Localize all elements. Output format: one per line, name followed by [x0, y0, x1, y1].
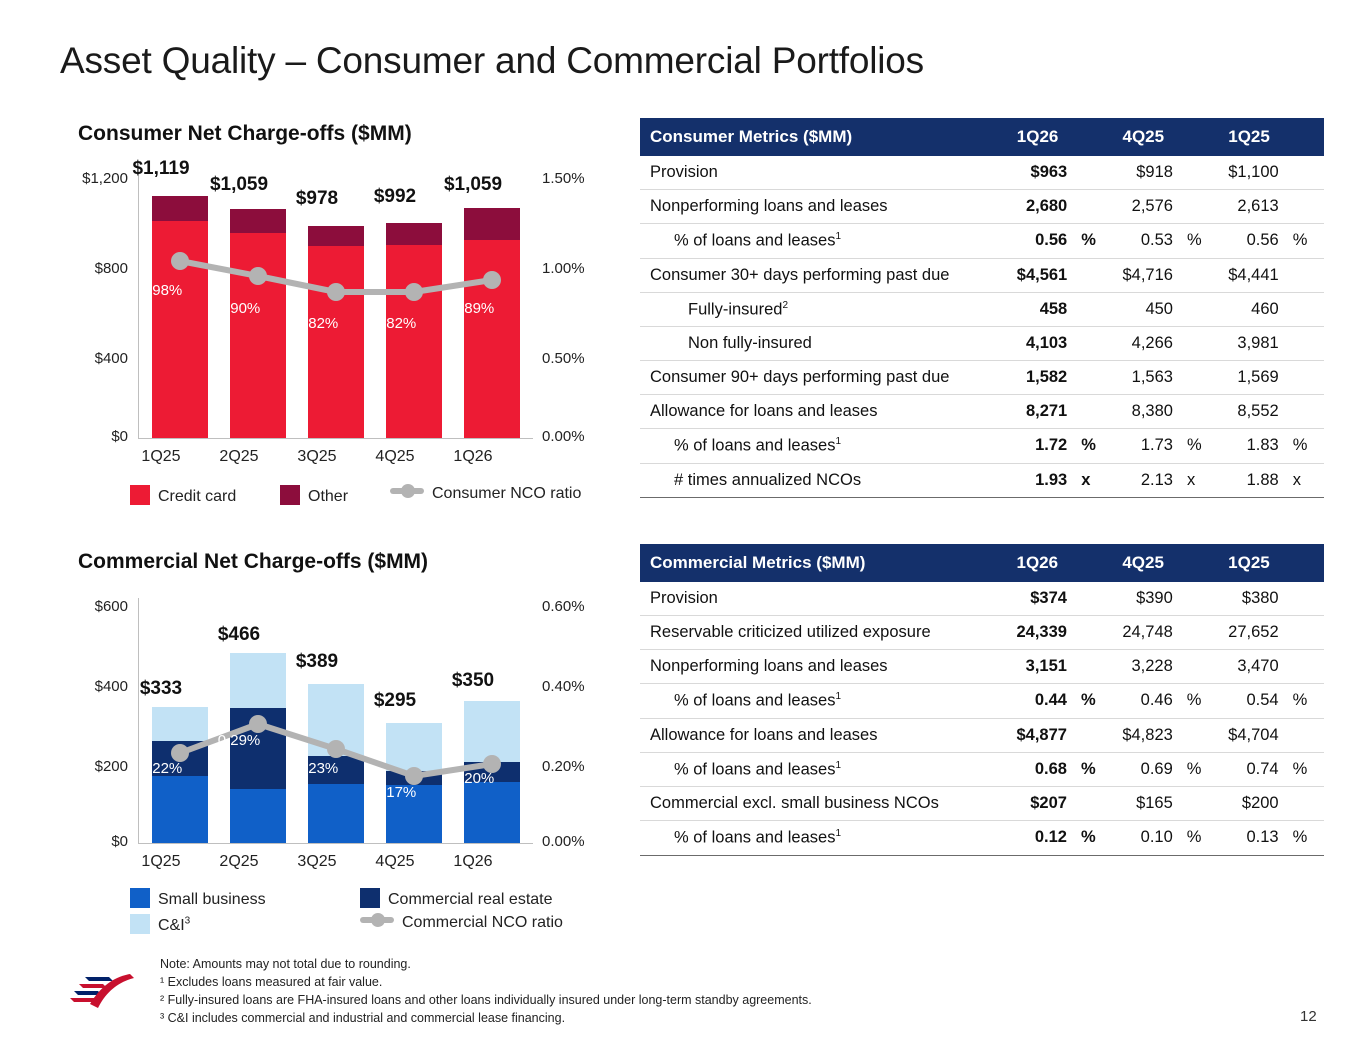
- consumer-y2tick-100: 1.00%: [542, 260, 585, 277]
- page-title: Asset Quality – Consumer and Commercial Portfolios: [60, 40, 924, 81]
- commercial-row-1-1q25-unit: [1289, 616, 1324, 650]
- commercial-xtick-1Q26: 1Q26: [453, 853, 493, 870]
- commercial-row-0-1q25-unit: [1289, 582, 1324, 616]
- commercial-xtick-2Q25: 2Q25: [219, 853, 259, 870]
- consumer-row-2-1q25-unit: %: [1289, 224, 1324, 259]
- consumer-xtick-1Q26: 1Q26: [453, 448, 493, 465]
- commercial-row-2-4q25: 3,228: [1112, 650, 1182, 684]
- consumer-table-header-4q25: 4Q25: [1113, 118, 1219, 156]
- consumer-row-3-4q25-unit: [1183, 258, 1218, 292]
- consumer-chart-title: Consumer Net Charge-offs ($MM): [78, 122, 412, 145]
- consumer-total-3Q25: $978: [295, 188, 339, 209]
- table-row: [640, 684, 1324, 719]
- consumer-metrics-table: [640, 118, 1324, 498]
- commercial-legend-label-cre: Commercial real estate: [388, 891, 553, 908]
- consumer-row-7-4q25: 8,380: [1113, 395, 1183, 429]
- consumer-row-2-4q25: 0.53: [1113, 224, 1183, 259]
- consumer-row-3-1q26: $4,561: [1007, 258, 1077, 292]
- consumer-row-1-4q25-unit: [1183, 190, 1218, 224]
- commercial-row-1-1q26: 24,339: [1007, 616, 1077, 650]
- commercial-ytick-200: $200: [94, 758, 128, 775]
- consumer-row-4-4q25-unit: [1183, 292, 1218, 327]
- commercial-row-7-1q26-unit: %: [1077, 821, 1112, 856]
- commercial-total-2Q25: $466: [217, 624, 261, 645]
- footnote-0: Note: Amounts may not total due to rounding.: [160, 957, 411, 971]
- consumer-row-label-4: Fully-insured$^2$: [640, 292, 1007, 327]
- consumer-table-header-1q26: 1Q26: [1007, 118, 1113, 156]
- commercial-row-label-6: Commercial excl. small business NCOs: [640, 787, 1007, 821]
- consumer-row-4-1q25: 460: [1218, 292, 1288, 327]
- consumer-row-7-1q26: 8,271: [1007, 395, 1077, 429]
- commercial-row-7-1q25-unit: %: [1289, 821, 1324, 856]
- commercial-row-label-5: % of loans and leases$^1$: [640, 752, 1007, 787]
- consumer-row-0-1q25-unit: [1289, 156, 1324, 190]
- commercial-total-1Q25: $333: [139, 678, 183, 699]
- consumer-row-8-1q25: 1.83: [1218, 429, 1288, 464]
- consumer-row-5-4q25: 4,266: [1113, 327, 1183, 361]
- consumer-table-header-row: [640, 118, 1324, 156]
- credit-card-swatch-icon: [130, 485, 150, 505]
- commercial-row-5-1q25: 0.74: [1218, 752, 1288, 787]
- consumer-row-4-1q25-unit: [1289, 292, 1324, 327]
- commercial-row-1-4q25: 24,748: [1112, 616, 1182, 650]
- commercial-row-4-1q26: $4,877: [1007, 718, 1077, 752]
- commercial-row-4-1q26-unit: [1077, 718, 1112, 752]
- commercial-y2tick-000: 0.00%: [542, 833, 585, 850]
- consumer-row-0-1q26: $963: [1007, 156, 1077, 190]
- commercial-row-1-1q26-unit: [1077, 616, 1112, 650]
- commercial-y2tick-060: 0.60%: [542, 598, 585, 615]
- commercial-row-3-1q26: 0.44: [1007, 684, 1077, 719]
- commercial-xtick-4Q25: 4Q25: [375, 853, 415, 870]
- table-row: [640, 429, 1324, 464]
- commercial-chart-title: Commercial Net Charge-offs ($MM): [78, 550, 429, 573]
- consumer-row-6-1q26: 1,582: [1007, 361, 1077, 395]
- commercial-row-7-4q25-unit: %: [1183, 821, 1218, 856]
- consumer-row-9-1q25: 1.88: [1218, 463, 1288, 497]
- commercial-row-3-4q25-unit: %: [1183, 684, 1218, 719]
- consumer-row-label-5: Non fully-insured: [640, 327, 1007, 361]
- consumer-table-header-1q25: 1Q25: [1218, 118, 1324, 156]
- commercial-legend-ci: [130, 914, 190, 935]
- consumer-row-4-1q26-unit: [1077, 292, 1112, 327]
- consumer-total-4Q25: $992: [373, 186, 417, 207]
- commercial-row-2-4q25-unit: [1183, 650, 1218, 684]
- commercial-row-6-1q25-unit: [1289, 787, 1324, 821]
- consumer-ytick-1200: $1,200: [82, 170, 128, 187]
- consumer-xtick-2Q25: 2Q25: [219, 448, 259, 465]
- commercial-row-4-4q25: $4,823: [1112, 718, 1182, 752]
- commercial-row-2-1q25: 3,470: [1218, 650, 1288, 684]
- consumer-row-7-4q25-unit: [1183, 395, 1218, 429]
- commercial-row-5-1q26-unit: %: [1077, 752, 1112, 787]
- table-row: [640, 752, 1324, 787]
- table-row: [640, 718, 1324, 752]
- commercial-row-3-1q25-unit: %: [1289, 684, 1324, 719]
- commercial-row-7-1q25: 0.13: [1218, 821, 1288, 856]
- commercial-row-0-1q26-unit: [1077, 582, 1112, 616]
- consumer-row-7-1q25: 8,552: [1218, 395, 1288, 429]
- table-row: [640, 156, 1324, 190]
- table-row: [640, 616, 1324, 650]
- commercial-table-header-1q26: 1Q26: [1007, 544, 1113, 582]
- commercial-row-5-4q25: 0.69: [1112, 752, 1182, 787]
- commercial-row-0-1q26: $374: [1007, 582, 1077, 616]
- consumer-ratio-label-1Q26: 0.89%: [451, 300, 495, 317]
- consumer-row-6-1q26-unit: [1077, 361, 1112, 395]
- commercial-table-header-row: [640, 544, 1324, 582]
- consumer-y2tick-150: 1.50%: [542, 170, 585, 187]
- consumer-row-label-9: # times annualized NCOs: [640, 463, 1007, 497]
- table-row: [640, 292, 1324, 327]
- commercial-row-6-1q25: $200: [1218, 787, 1288, 821]
- consumer-y2tick-050: 0.50%: [542, 350, 585, 367]
- consumer-row-label-6: Consumer 90+ days performing past due: [640, 361, 1007, 395]
- table-row: [640, 787, 1324, 821]
- footnote-1: ¹ Excludes loans measured at fair value.: [160, 975, 383, 990]
- consumer-y2tick-000: 0.00%: [542, 428, 585, 445]
- commercial-row-label-2: Nonperforming loans and leases: [640, 650, 1007, 684]
- consumer-row-3-1q25: $4,441: [1218, 258, 1288, 292]
- consumer-row-2-4q25-unit: %: [1183, 224, 1218, 259]
- table-row: [640, 821, 1324, 856]
- commercial-row-label-0: Provision: [640, 582, 1007, 616]
- commercial-row-6-4q25: $165: [1112, 787, 1182, 821]
- commercial-row-2-1q26-unit: [1077, 650, 1112, 684]
- consumer-row-2-1q25: 0.56: [1218, 224, 1288, 259]
- table-row: [640, 190, 1324, 224]
- consumer-row-label-3: Consumer 30+ days performing past due: [640, 258, 1007, 292]
- consumer-ytick-0: $0: [111, 428, 128, 445]
- consumer-row-5-4q25-unit: [1183, 327, 1218, 361]
- commercial-real-estate-swatch-icon: [360, 888, 380, 908]
- consumer-total-1Q25: $1,119: [132, 158, 190, 179]
- consumer-row-4-4q25: 450: [1113, 292, 1183, 327]
- commercial-plot-area: [138, 598, 533, 844]
- consumer-legend-label-nco-ratio: Consumer NCO ratio: [432, 485, 582, 502]
- consumer-row-6-4q25: 1,563: [1113, 361, 1183, 395]
- consumer-row-3-4q25: $4,716: [1113, 258, 1183, 292]
- consumer-row-9-4q25-unit: x: [1183, 463, 1218, 497]
- consumer-row-1-1q26-unit: [1077, 190, 1112, 224]
- commercial-row-5-4q25-unit: %: [1183, 752, 1218, 787]
- commercial-row-4-1q25: $4,704: [1218, 718, 1288, 752]
- table-row: [640, 582, 1324, 616]
- consumer-row-1-1q25-unit: [1289, 190, 1324, 224]
- consumer-row-5-1q26-unit: [1077, 327, 1112, 361]
- commercial-ratio-label-1Q25: 0.22%: [139, 760, 183, 777]
- consumer-ytick-400: $400: [94, 350, 128, 367]
- consumer-row-8-1q26: 1.72: [1007, 429, 1077, 464]
- commercial-ratio-label-2Q25: 0.29%: [217, 732, 261, 749]
- commercial-row-0-4q25: $390: [1112, 582, 1182, 616]
- commercial-row-6-1q26-unit: [1077, 787, 1112, 821]
- other-swatch-icon: [280, 485, 300, 505]
- commercial-row-label-1: Reservable criticized utilized exposure: [640, 616, 1007, 650]
- commercial-row-label-4: Allowance for loans and leases: [640, 718, 1007, 752]
- consumer-row-0-1q25: $1,100: [1218, 156, 1288, 190]
- consumer-row-6-4q25-unit: [1183, 361, 1218, 395]
- consumer-row-label-0: Provision: [640, 156, 1007, 190]
- footnotes: [160, 955, 1060, 1028]
- consumer-table-header-metric: Consumer Metrics ($MM): [640, 118, 1007, 156]
- consumer-row-0-1q26-unit: [1077, 156, 1112, 190]
- consumer-row-label-1: Nonperforming loans and leases: [640, 190, 1007, 224]
- consumer-row-0-4q25: $918: [1113, 156, 1183, 190]
- commercial-ratio-label-3Q25: 0.23%: [295, 760, 339, 777]
- consumer-row-2-1q26: 0.56: [1007, 224, 1077, 259]
- consumer-row-label-7: Allowance for loans and leases: [640, 395, 1007, 429]
- commercial-total-3Q25: $389: [295, 651, 339, 672]
- consumer-row-6-1q25: 1,569: [1218, 361, 1288, 395]
- consumer-row-7-1q25-unit: [1289, 395, 1324, 429]
- consumer-row-8-4q25: 1.73: [1113, 429, 1183, 464]
- commercial-xtick-3Q25: 3Q25: [297, 853, 337, 870]
- commercial-legend-cre: [360, 888, 553, 909]
- commercial-row-4-4q25-unit: [1183, 718, 1218, 752]
- commercial-row-3-1q25: 0.54: [1218, 684, 1288, 719]
- commercial-ytick-400: $400: [94, 678, 128, 695]
- consumer-nco-ratio-line-icon: [390, 488, 424, 494]
- commercial-row-6-4q25-unit: [1183, 787, 1218, 821]
- table-row: [640, 258, 1324, 292]
- commercial-xtick-1Q25: 1Q25: [141, 853, 181, 870]
- commercial-legend-label-nco-ratio: Commercial NCO ratio: [402, 914, 563, 931]
- commercial-row-label-7: % of loans and leases$^1$: [640, 821, 1007, 856]
- footnote-3: ³ C&I includes commercial and industrial and commercial lease financing.: [160, 1011, 566, 1026]
- consumer-row-label-8: % of loans and leases$^1$: [640, 429, 1007, 464]
- consumer-row-2-1q26-unit: %: [1077, 224, 1112, 259]
- consumer-row-1-1q26: 2,680: [1007, 190, 1077, 224]
- bank-logo: [68, 968, 138, 1014]
- commercial-row-5-1q25-unit: %: [1289, 752, 1324, 787]
- consumer-row-4-1q26: 458: [1007, 292, 1077, 327]
- commercial-y2tick-040: 0.40%: [542, 678, 585, 695]
- consumer-xtick-3Q25: 3Q25: [297, 448, 337, 465]
- commercial-row-0-1q25: $380: [1218, 582, 1288, 616]
- consumer-row-9-1q25-unit: x: [1289, 463, 1324, 497]
- small-business-swatch-icon: [130, 888, 150, 908]
- consumer-row-6-1q25-unit: [1289, 361, 1324, 395]
- commercial-row-4-1q25-unit: [1289, 718, 1324, 752]
- commercial-row-7-4q25: 0.10: [1112, 821, 1182, 856]
- commercial-legend-small-business: [130, 888, 266, 909]
- commercial-row-label-3: % of loans and leases$^1$: [640, 684, 1007, 719]
- commercial-ytick-600: $600: [94, 598, 128, 615]
- commercial-row-0-4q25-unit: [1183, 582, 1218, 616]
- commercial-row-3-1q26-unit: %: [1077, 684, 1112, 719]
- consumer-row-3-1q25-unit: [1289, 258, 1324, 292]
- commercial-row-2-1q26: 3,151: [1007, 650, 1077, 684]
- commercial-row-1-4q25-unit: [1183, 616, 1218, 650]
- consumer-row-1-4q25: 2,576: [1113, 190, 1183, 224]
- commercial-nco-ratio-line-icon: [360, 917, 394, 923]
- commercial-y2tick-020: 0.20%: [542, 758, 585, 775]
- consumer-row-3-1q26-unit: [1077, 258, 1112, 292]
- commercial-legend-label-small-business: Small business: [158, 891, 266, 908]
- commercial-legend-nco-ratio: [360, 914, 563, 932]
- commercial-chart: [60, 590, 620, 950]
- consumer-row-label-2: % of loans and leases$^1$: [640, 224, 1007, 259]
- commercial-metrics-table: [640, 544, 1324, 856]
- consumer-ratio-label-1Q25: 0.98%: [139, 282, 183, 299]
- commercial-total-4Q25: $295: [373, 690, 417, 711]
- consumer-ratio-label-2Q25: 0.90%: [217, 300, 261, 317]
- consumer-total-1Q26: $1,059: [443, 174, 503, 195]
- consumer-legend-label-other: Other: [308, 488, 349, 505]
- commercial-table-header-1q25: 1Q25: [1218, 544, 1324, 582]
- table-row: [640, 224, 1324, 259]
- consumer-row-8-1q25-unit: %: [1289, 429, 1324, 464]
- consumer-row-8-4q25-unit: %: [1183, 429, 1218, 464]
- page-number: 12: [1300, 1008, 1317, 1025]
- consumer-row-9-1q26-unit: x: [1077, 463, 1112, 497]
- consumer-legend-credit-card: [130, 485, 236, 506]
- table-row: [640, 361, 1324, 395]
- commercial-row-1-1q25: 27,652: [1218, 616, 1288, 650]
- table-row: [640, 463, 1324, 497]
- consumer-legend-nco-ratio: [390, 485, 581, 503]
- consumer-total-2Q25: $1,059: [209, 174, 269, 195]
- ci-swatch-icon: [130, 914, 150, 934]
- consumer-xtick-4Q25: 4Q25: [375, 448, 415, 465]
- commercial-ratio-label-1Q26: 0.20%: [451, 770, 495, 787]
- table-row: [640, 650, 1324, 684]
- consumer-chart: [60, 160, 620, 520]
- footnote-2: ² Fully-insured loans are FHA-insured loans and other loans individually insured under long-term standby agreements.: [160, 993, 812, 1008]
- commercial-table-header-metric: Commercial Metrics ($MM): [640, 544, 1007, 582]
- consumer-row-0-4q25-unit: [1183, 156, 1218, 190]
- consumer-row-1-1q25: 2,613: [1218, 190, 1288, 224]
- commercial-total-1Q26: $350: [451, 670, 495, 691]
- consumer-row-5-1q25: 3,981: [1218, 327, 1288, 361]
- table-row: [640, 327, 1324, 361]
- commercial-ratio-label-4Q25: 0.17%: [373, 784, 417, 801]
- consumer-legend-label-credit-card: Credit card: [158, 488, 237, 505]
- consumer-legend-other: [280, 485, 348, 506]
- commercial-row-3-4q25: 0.46: [1112, 684, 1182, 719]
- consumer-row-5-1q26: 4,103: [1007, 327, 1077, 361]
- consumer-xtick-1Q25: 1Q25: [141, 448, 181, 465]
- commercial-row-6-1q26: $207: [1007, 787, 1077, 821]
- consumer-row-8-1q26-unit: %: [1077, 429, 1112, 464]
- commercial-row-2-1q25-unit: [1289, 650, 1324, 684]
- consumer-ratio-label-4Q25: 0.82%: [373, 315, 417, 332]
- consumer-row-7-1q26-unit: [1077, 395, 1112, 429]
- consumer-row-9-4q25: 2.13: [1113, 463, 1183, 497]
- consumer-row-5-1q25-unit: [1289, 327, 1324, 361]
- commercial-row-5-1q26: 0.68: [1007, 752, 1077, 787]
- table-row: [640, 395, 1324, 429]
- commercial-ytick-0: $0: [111, 833, 128, 850]
- consumer-ratio-label-3Q25: 0.82%: [295, 315, 339, 332]
- commercial-legend-label-ci: $C\&I^3$: [158, 915, 191, 934]
- consumer-row-9-1q26: 1.93: [1007, 463, 1077, 497]
- commercial-table-header-4q25: 4Q25: [1112, 544, 1218, 582]
- commercial-row-7-1q26: 0.12: [1007, 821, 1077, 856]
- consumer-ytick-800: $800: [94, 260, 128, 277]
